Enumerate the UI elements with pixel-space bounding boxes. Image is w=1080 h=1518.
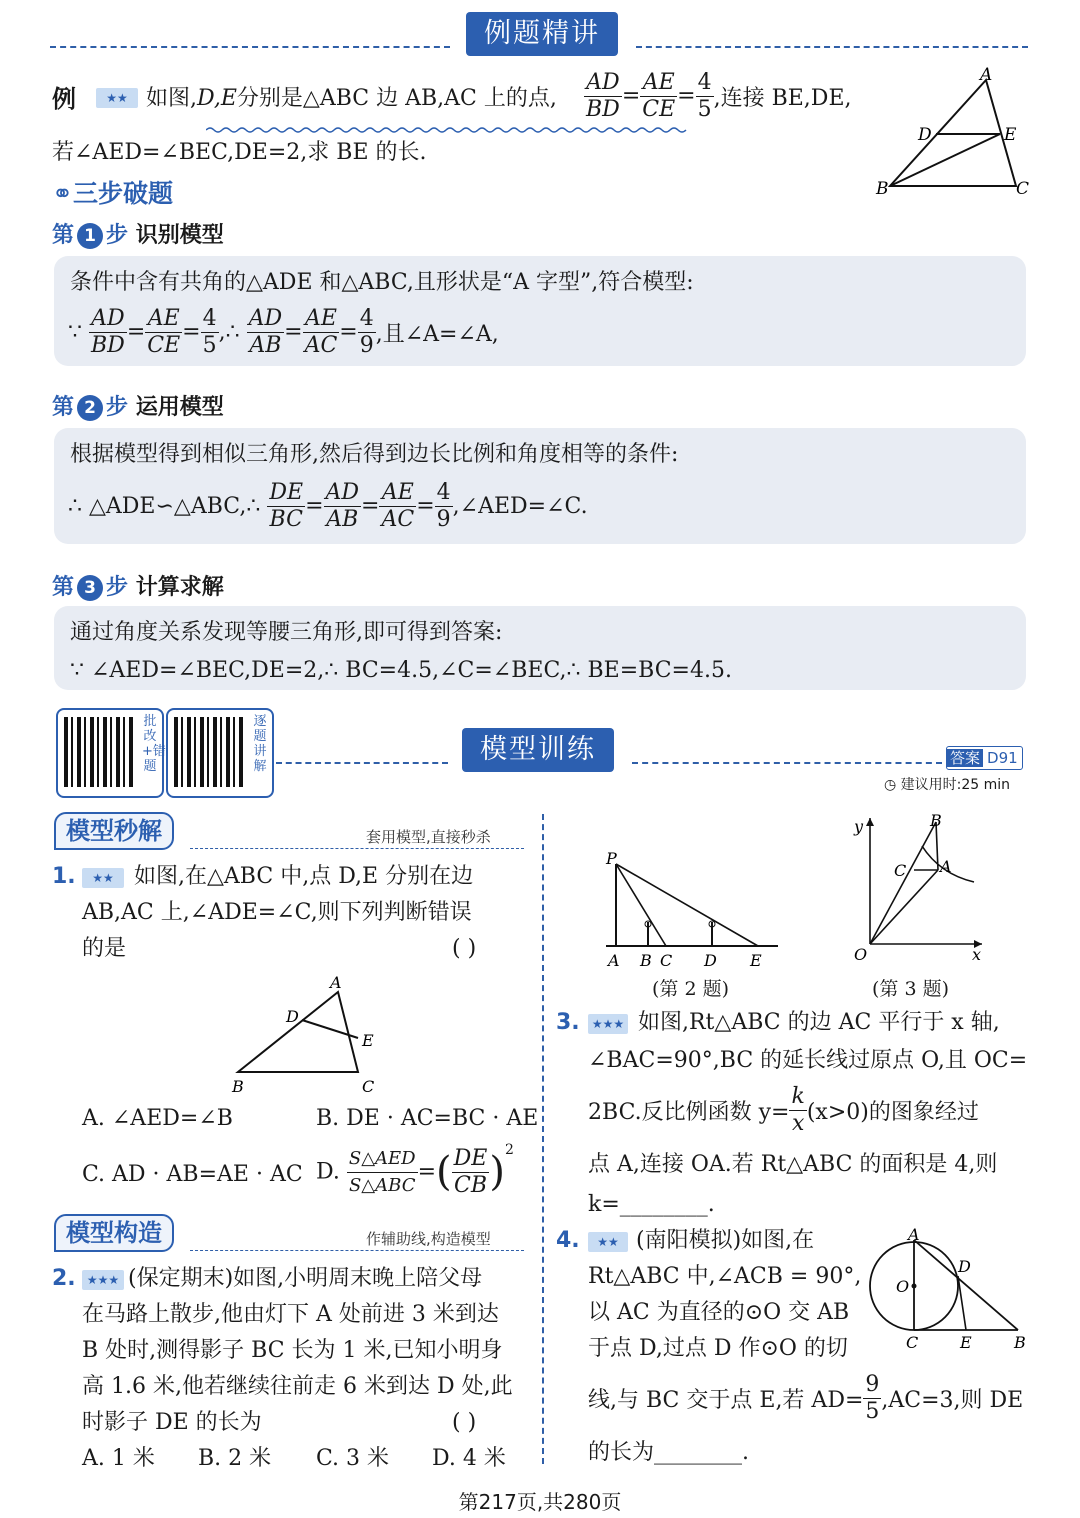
svg-text:E: E (1004, 125, 1017, 145)
svg-text:B: B (640, 951, 652, 970)
q4-stars: ★★ (588, 1232, 628, 1252)
q1-stars: ★★ (82, 868, 124, 888)
three-steps-title: ⚭三步破题 (52, 179, 173, 208)
svg-text:E: E (750, 951, 762, 970)
q2-answer-paren[interactable]: ( ) (452, 1410, 477, 1435)
svg-text:D: D (286, 1007, 299, 1026)
part1-subtitle: 套用模型,直接秒杀 (366, 828, 491, 846)
q2-line3: B 处时,测得影子 BC 长为 1 米,已知小明身 (82, 1338, 503, 1363)
qr-correction[interactable] (56, 708, 164, 798)
step1-formula: ∵ $\frac{AD}{BD}$ = $\frac{AE}{CE}$ = $\frac{4}{5}$ ,∴ $\frac{AD}{AB}$ = $\frac{AE}{AC}$ = $\frac{4}{9}$ ,且∠A=∠A, (68, 306, 499, 358)
clock-icon: ◷ (884, 777, 897, 793)
svg-text:A: A (908, 1225, 920, 1244)
svg-text:A: A (608, 951, 620, 970)
q2-line2: 在马路上散步,他由灯下 A 处前进 3 米到达 (82, 1302, 499, 1327)
part2-underline (190, 1250, 524, 1251)
q1-option-d[interactable]: D. $\frac{\text{S△AED}}{\text{S△ABC}}$ =( $\frac{DE}{CB}$ )$^2$ (316, 1142, 514, 1198)
q3-coordinate-figure (840, 810, 990, 970)
q1-line1: 如图,在△ABC 中,点 D,E 分别在边 (134, 864, 474, 889)
q1-answer-paren[interactable]: ( ) (452, 936, 477, 961)
q2-stars: ★★★ (82, 1270, 124, 1290)
svg-text:A: A (980, 65, 993, 85)
qr-code-image (64, 717, 134, 787)
step1-text: 条件中含有共角的△ADE 和△ABC,且形状是“A 字型”,符合模型: (70, 270, 694, 295)
page-footer: 第217页,共280页 (458, 1490, 622, 1514)
link-icon: ⚭ (52, 179, 73, 208)
section-title-examples: 例题精讲 (466, 12, 618, 56)
q4-number: 4. (556, 1228, 580, 1253)
q3-line2: ∠BAC=90°,BC 的延长线过原点 O,且 OC= (588, 1048, 1028, 1073)
q2-option-b[interactable]: B. 2 米 (198, 1446, 272, 1471)
training-divider-right (632, 762, 942, 764)
example-triangle-figure (870, 64, 1040, 204)
svg-text:E: E (362, 1031, 374, 1050)
svg-text:B: B (930, 811, 942, 830)
q1-option-c[interactable]: C. AD · AB=AE · AC (82, 1162, 303, 1187)
part2-subtitle: 作辅助线,构造模型 (366, 1230, 491, 1248)
step2-formula: ∴ △ADE∽△ABC,∴ $\frac{DE}{BC}$ = $\frac{AD}{AB}$ = $\frac{AE}{AC}$ = $\frac{4}{9}$ ,∠AED=∠C. (68, 480, 588, 532)
q4-line1: (南阳模拟)如图,在 (636, 1228, 815, 1253)
q2-option-a[interactable]: A. 1 米 (82, 1446, 155, 1471)
q1-line2: AB,AC 上,∠ADE=∠C,则下列判断错误 (82, 900, 472, 925)
step2-text: 根据模型得到相似三角形,然后得到边长比例和角度相等的条件: (70, 442, 679, 467)
q2-line4: 高 1.6 米,他若继续往前走 6 米到达 D 处,此 (82, 1374, 513, 1399)
step3-solution: ∵ ∠AED=∠BEC,DE=2,∴ BC=4.5,∠C=∠BEC,∴ BE=BC=4.5. (70, 658, 732, 683)
svg-text:C: C (660, 951, 673, 970)
svg-text:x: x (972, 945, 982, 964)
qr-explanation[interactable] (166, 708, 274, 798)
q3-answer-blank[interactable]: k=________. (588, 1192, 715, 1217)
q4-line5: 线,与 BC 交于点 E,若 AD= $\frac{9}{5}$ ,AC=3,则 DE (588, 1372, 1024, 1424)
svg-text:C: C (362, 1077, 375, 1096)
q3-caption: (第 3 题) (872, 978, 949, 1000)
header-divider-left (50, 46, 450, 48)
svg-text:D: D (958, 1257, 971, 1276)
example-label: 例 (52, 85, 76, 113)
q1-option-b[interactable]: B. DE · AC=BC · AE (316, 1106, 539, 1131)
q3-line3: 2BC.反比例函数 y= $\frac{k}{x}$ (x>0)的图象经过 (588, 1084, 979, 1136)
q4-line2: Rt△ABC 中,∠ACB = 90°, (588, 1264, 862, 1289)
svg-text:E: E (960, 1333, 972, 1352)
svg-text:B: B (232, 1077, 244, 1096)
q4-answer-blank[interactable]: 的长为________. (588, 1440, 749, 1465)
svg-text:D: D (918, 125, 932, 145)
svg-text:y: y (854, 817, 864, 836)
qr-left-label: 批改+错题 (142, 714, 166, 774)
step1-heading: 第 1 步 识别模型 (52, 223, 224, 248)
svg-text:B: B (876, 179, 889, 199)
svg-text:O: O (854, 945, 868, 964)
example-text-line2: 若∠AED=∠BEC,DE=2,求 BE 的长. (52, 140, 427, 165)
header-divider-right (636, 46, 1028, 48)
q3-stars: ★★★ (588, 1014, 628, 1034)
svg-text:A: A (330, 973, 342, 992)
column-divider (542, 814, 544, 1464)
example-text-line1: 如图,D,E分别是△ABC 边 AB,AC 上的点, (146, 86, 557, 111)
difficulty-stars: ★★ (96, 88, 138, 108)
svg-text:O: O (896, 1277, 910, 1296)
svg-text:A: A (940, 857, 952, 876)
svg-text:B: B (1014, 1333, 1026, 1352)
example-ratio: $\frac{AD}{BD}$ = $\frac{AE}{CE}$ = $\frac{4}{5}$ ,连接 BE,DE, (586, 70, 852, 122)
q2-streetlight-figure (596, 846, 786, 976)
qr-right-label: 逐题讲解 (253, 714, 267, 774)
suggested-time: ◷ 建议用时:25 min (884, 777, 1011, 793)
q1-number: 1. (52, 864, 76, 889)
q2-number: 2. (52, 1266, 76, 1291)
training-divider-left (276, 762, 448, 764)
q4-line4: 于点 D,过点 D 作⊙O 的切 (588, 1336, 848, 1361)
q2-line5: 时影子 DE 的长为 (82, 1410, 262, 1435)
q4-circle-figure (866, 1224, 1036, 1354)
svg-text:D: D (704, 951, 717, 970)
wavy-underline (206, 126, 711, 134)
q4-line3: 以 AC 为直径的⊙O 交 AB (588, 1300, 850, 1325)
step3-heading: 第 3 步 计算求解 (52, 575, 224, 600)
svg-text:P: P (606, 849, 617, 868)
answer-badge: 答案 D91 (946, 746, 1023, 770)
svg-text:C: C (1016, 179, 1030, 199)
q1-option-a[interactable]: A. ∠AED=∠B (82, 1106, 233, 1131)
q1-line3: 的是 (82, 936, 127, 961)
step3-text: 通过角度关系发现等腰三角形,即可得到答案: (70, 620, 503, 645)
svg-text:C: C (894, 861, 907, 880)
q2-option-d[interactable]: D. 4 米 (432, 1446, 506, 1471)
svg-text:C: C (906, 1333, 919, 1352)
part1-underline (190, 848, 524, 849)
q3-number: 3. (556, 1010, 580, 1035)
q2-caption: (第 2 题) (652, 978, 729, 1000)
part1-tag: 模型秒解 (54, 812, 174, 850)
q2-line1: (保定期末)如图,小明周末晚上陪父母 (128, 1266, 483, 1291)
section-title-training: 模型训练 (462, 728, 614, 772)
q3-line4: 点 A,连接 OA.若 Rt△ABC 的面积是 4,则 (588, 1152, 998, 1177)
q1-triangle-figure (220, 972, 390, 1098)
q2-option-c[interactable]: C. 3 米 (316, 1446, 390, 1471)
qr-code-image (174, 717, 244, 787)
step2-heading: 第 2 步 运用模型 (52, 395, 224, 420)
q3-line1: 如图,Rt△ABC 的边 AC 平行于 x 轴, (638, 1010, 1000, 1035)
part2-tag: 模型构造 (54, 1214, 174, 1252)
